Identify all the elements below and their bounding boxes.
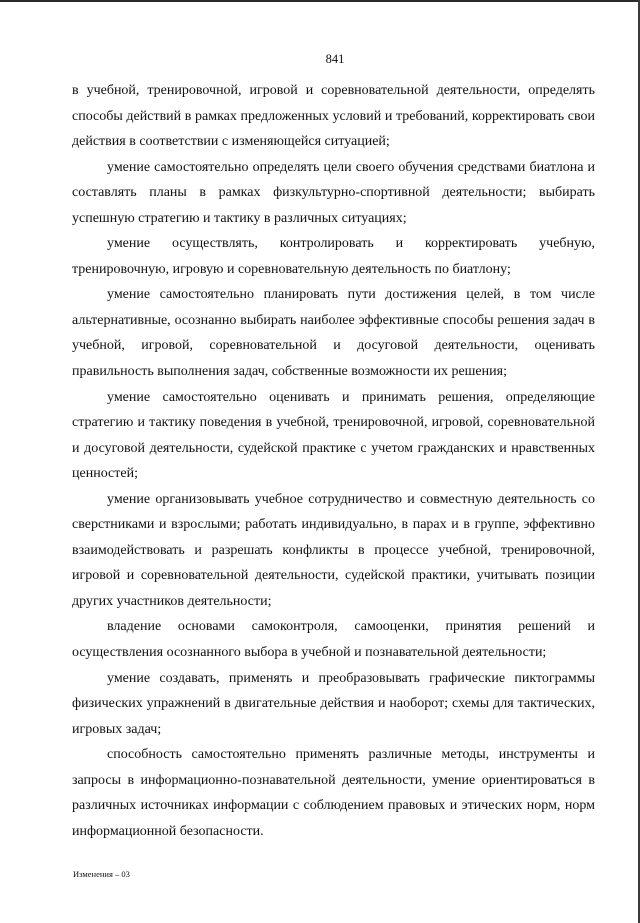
page-number: 841 (325, 52, 345, 66)
scan-border-top (0, 0, 640, 2)
paragraph-1: в учебной, тренировочной, игровой и соревновательной деятельности, определять способы действий в рамках предложенных условий и требований, корректировать свои действия в соответствии с изменяющейся ситуацией; (72, 83, 595, 150)
paragraph-6: умение организовывать учебное сотрудничество и совместную деятельность со сверстниками и взрослыми; работать индивидуально, в парах и в группе, эффективно взаимодействовать и разрешать конфликты в процессе учебной, тренировочной, игровой и соревновательной деятельности, судейской практики, учитывать позиции других участников деятельности; (72, 491, 595, 609)
revision-footer: Изменения – 03 (73, 869, 130, 879)
paragraph-9: способность самостоятельно применять различные методы, инструменты и запросы в информационно-познавательной деятельности, умение ориентироваться в различных источниках информации с соблюдением правовых и этических норм, норм информационной безопасности. (72, 747, 595, 839)
body-text (72, 78, 595, 844)
paragraph-7: владение основами самоконтроля, самооценки, принятия решений и осуществления осознанного выбора в учебной и познавательной деятельности; (72, 619, 595, 661)
paragraph-3: умение осуществлять, контролировать и корректировать учебную, тренировочную, игровую и соревновательную деятельность по биатлону; (72, 236, 595, 277)
paragraph-2: умение самостоятельно определять цели своего обучения средствами биатлона и составлять планы в рамках физкультурно-спортивной деятельности; выбирать успешную стратегию и тактику в различных ситуациях; (72, 159, 595, 226)
paragraph-4: умение самостоятельно планировать пути достижения целей, в том числе альтернативные, осознанно выбирать наиболее эффективные способы решения задач в учебной, игровой, соревновательной и досуговой деятельности, оценивать правильность выполнения задач, собственные возможности их решения; (72, 287, 595, 380)
paragraph-8: умение создавать, применять и преобразовывать графические пиктограммы физических упражнений в двигательные действия и наоборот; схемы для тактических, игровых задач; (72, 670, 595, 737)
paragraph-5: умение самостоятельно оценивать и принимать решения, определяющие стратегию и тактику поведения в учебной, тренировочной, игровой, соревновательной и досуговой деятельности, судейской практике с учетом гражданских и нравственных ценностей; (72, 389, 595, 482)
